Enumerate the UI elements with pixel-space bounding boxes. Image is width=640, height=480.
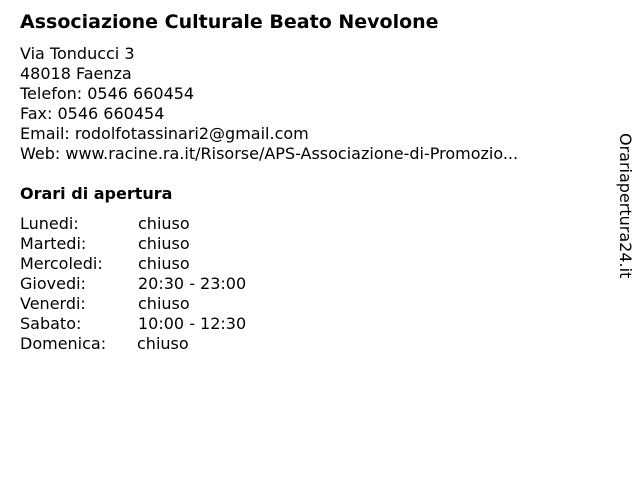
website-link[interactable]: Web: www.racine.ra.it/Risorse/APS-Associazione-di-Promozio... <box>20 144 519 163</box>
day-label: Lunedi: <box>20 214 79 233</box>
fax-number: Fax: 0546 660454 <box>20 104 165 123</box>
address-city: 48018 Faenza <box>20 64 132 83</box>
hours-value: 20:30 - 23:00 <box>138 274 247 293</box>
day-label: Sabato: <box>20 314 82 333</box>
hours-value: chiuso <box>137 334 189 353</box>
day-label: Mercoledi: <box>20 254 103 273</box>
day-label: Martedi: <box>20 234 87 253</box>
email-address: Email: rodolfotassinari2@gmail.com <box>20 124 309 143</box>
business-name: Associazione Culturale Beato Nevolone <box>20 11 439 33</box>
day-label: Giovedi: <box>20 274 86 293</box>
phone-number: Telefon: 0546 660454 <box>20 84 195 103</box>
hours-value: chiuso <box>138 214 190 233</box>
hours-value: chiuso <box>138 234 190 253</box>
day-label: Venerdi: <box>20 294 86 313</box>
day-label: Domenica: <box>20 334 107 353</box>
hours-value: chiuso <box>138 254 190 273</box>
contact-details <box>20 44 518 164</box>
opening-hours-heading: Orari di apertura <box>20 184 173 203</box>
hours-value: chiuso <box>138 294 190 313</box>
address-street: Via Tonducci 3 <box>20 44 135 63</box>
hours-value: 10:00 - 12:30 <box>138 314 247 333</box>
site-brand-label: Orariapertura24.it <box>616 133 635 279</box>
